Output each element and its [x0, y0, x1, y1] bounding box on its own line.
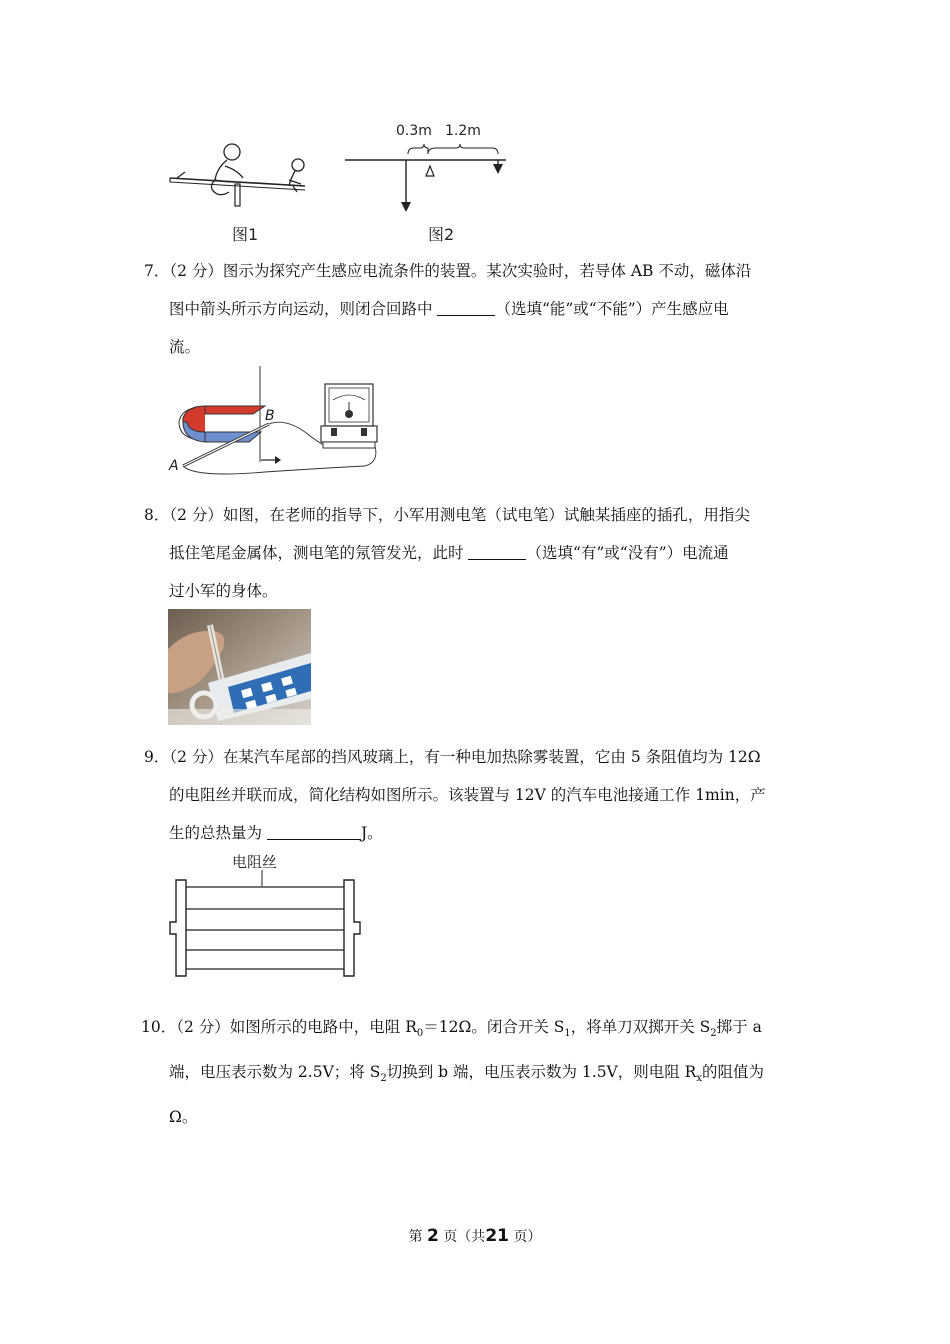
q8-line1: （2 分）如图，在老师的指导下，小军用测电笔（试电笔）试触某插座的插孔，用指尖 [169, 506, 750, 524]
label-0-3m: 0.3m [396, 123, 432, 139]
q10-line3: Ω。 [169, 1108, 198, 1127]
question-10 [141, 1008, 821, 1136]
q10-sub-rx: x [696, 1073, 702, 1085]
label-a: A [169, 458, 179, 474]
q10-line2-part-c: 的阻值为 [702, 1063, 765, 1082]
total-page-count: 21 [485, 1226, 509, 1246]
q10-line1-part-b: ＝12Ω。闭合开关 S [423, 1018, 565, 1036]
label-1-2m: 1.2m [445, 123, 481, 139]
page-footer [0, 1226, 950, 1246]
q10-sub-s2: 2 [710, 1028, 717, 1040]
q9-line2: 的电阻丝并联而成，简化结构如图所示。该装置与 12V 的汽车电池接通工作 1min，产 [169, 786, 766, 804]
q10-number: 10． [141, 1018, 177, 1036]
q7-line1: （2 分）图示为探究产生感应电流条件的装置。某次实验时，若导体 AB 不动，磁体沿 [169, 262, 752, 280]
q7-number: 7． [144, 262, 170, 280]
q10-sub-r0: 0 [416, 1028, 424, 1040]
q10-line1-part-a: （2 分）如图所示的电路中，电阻 R [176, 1018, 417, 1036]
q10-line1-part-c: ，将单刀双掷开关 S [570, 1018, 711, 1036]
q9-line3b: J。 [360, 824, 383, 842]
footer-suffix: 页） [513, 1229, 542, 1245]
footer-middle: 页（共 [443, 1229, 486, 1245]
figure-2-lever [340, 118, 520, 218]
q8-answer-blank[interactable] [468, 541, 526, 560]
q8-line3: 过小军的身体。 [169, 582, 278, 600]
figure-q9-resistance-wires [166, 870, 366, 982]
question-7 [144, 252, 814, 366]
current-page-number: 2 [427, 1226, 439, 1246]
figure-1-caption: 图1 [232, 225, 259, 244]
q7-answer-blank[interactable] [437, 297, 495, 316]
q8-line2b: （选填“有”或“没有”）电流通 [526, 544, 729, 562]
q9-line3a: 生的总热量为 [169, 824, 263, 842]
figure-1-seesaw [165, 140, 315, 210]
figure-q7-induction [165, 362, 390, 477]
q10-line1-part-d: 掷于 a [716, 1018, 762, 1036]
question-8 [144, 496, 814, 610]
q10-line2-part-b: 切换到 b 端，电压表示数为 1.5V，则电阻 R [386, 1063, 697, 1082]
q7-line2a: 图中箭头所示方向运动，则闭合回路中 [169, 300, 433, 318]
q7-line2b: （选填“能”或“不能”）产生感应电 [495, 300, 729, 318]
q10-line2-part-a: 端，电压表示数为 2.5V；将 S [169, 1063, 381, 1082]
q8-number: 8． [144, 506, 170, 524]
figure-2-caption: 图2 [428, 225, 455, 244]
q10-sub-s2-b: 2 [380, 1073, 387, 1085]
q9-line1: （2 分）在某汽车尾部的挡风玻璃上，有一种电加热除雾装置，它由 5 条阻值均为 12Ω [169, 748, 761, 766]
q9-number: 9． [144, 748, 170, 766]
question-9 [144, 738, 814, 852]
label-b: B [265, 408, 275, 424]
footer-prefix: 第 [408, 1229, 423, 1245]
q8-line2a: 抵住笔尾金属体，测电笔的氖管发光，此时 [169, 544, 464, 562]
q7-line3: 流。 [169, 338, 201, 356]
resistance-wire-label: 电阻丝 [232, 853, 278, 871]
photo-q8-test-pen-socket [168, 609, 311, 725]
q10-sub-s1: 1 [564, 1028, 571, 1040]
q9-answer-blank[interactable] [267, 821, 361, 840]
